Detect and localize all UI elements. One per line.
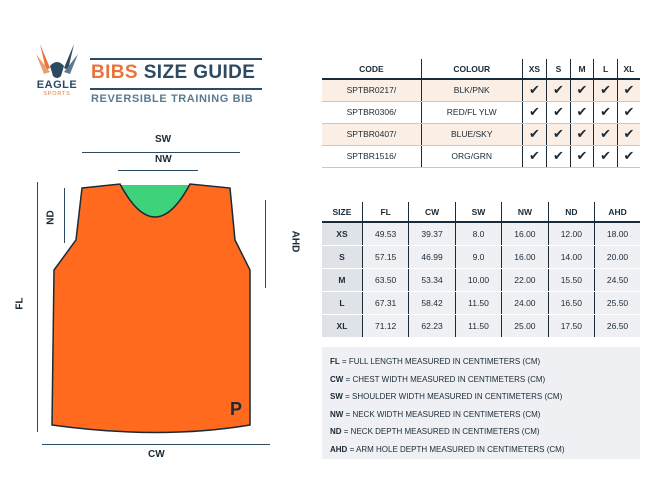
value-cell: 67.31 <box>362 291 408 314</box>
svg-text:P: P <box>230 399 243 419</box>
check-icon: ✔ <box>617 123 640 145</box>
table-row <box>322 145 640 167</box>
legend-item <box>330 388 632 406</box>
col-header: NW <box>502 202 548 222</box>
table-row <box>322 245 640 268</box>
colour-cell: ORG/GRN <box>421 145 522 167</box>
header-rule-top <box>90 58 262 60</box>
value-cell: 46.99 <box>409 245 455 268</box>
col-header: SIZE <box>322 202 362 222</box>
check-icon: ✔ <box>547 123 571 145</box>
legend-abbr: CW <box>330 374 344 384</box>
value-cell: 15.50 <box>548 268 594 291</box>
value-cell: 49.53 <box>362 222 408 245</box>
value-cell: 12.00 <box>548 222 594 245</box>
size-measurement-table <box>322 202 640 338</box>
value-cell: 39.37 <box>409 222 455 245</box>
dim-label-nd: ND <box>45 210 57 225</box>
col-header: CW <box>409 202 455 222</box>
value-cell: 25.00 <box>502 314 548 337</box>
table-row <box>322 314 640 337</box>
check-icon: ✔ <box>570 123 594 145</box>
table-row <box>322 222 640 245</box>
title-part-a: BIBS <box>91 62 138 83</box>
value-cell: 9.0 <box>455 245 501 268</box>
dim-label-nw: NW <box>155 154 172 165</box>
legend-abbr: ND <box>330 427 342 436</box>
legend-abbr: AHD <box>330 444 348 454</box>
value-cell: 16.00 <box>502 222 548 245</box>
col-header: S <box>547 59 571 79</box>
dim-arrow-cw <box>42 444 270 445</box>
value-cell: 16.50 <box>548 291 594 314</box>
page-subtitle: REVERSIBLE TRAINING BIB <box>91 93 254 105</box>
value-cell: 58.42 <box>409 291 455 314</box>
legend-abbr: SW <box>330 392 343 401</box>
page-title <box>91 62 255 84</box>
dim-label-ahd: AHD <box>289 230 301 253</box>
value-cell: 63.50 <box>362 268 408 291</box>
col-header: SW <box>455 202 501 222</box>
value-cell: 24.50 <box>595 268 640 291</box>
size-cell: XS <box>322 222 362 245</box>
col-header: CODE <box>322 59 421 79</box>
col-header: XL <box>617 59 640 79</box>
brand-name: EAGLE <box>36 79 78 91</box>
code-cell: SPTBR1516/ <box>322 145 421 167</box>
value-cell: 62.23 <box>409 314 455 337</box>
legend-item <box>330 371 632 389</box>
dim-arrow-fl <box>37 182 38 432</box>
check-icon: ✔ <box>594 101 618 123</box>
colour-cell: BLK/PNK <box>421 79 522 101</box>
size-cell: M <box>322 268 362 291</box>
legend-item <box>330 406 632 424</box>
value-cell: 11.50 <box>455 291 501 314</box>
value-cell: 24.00 <box>502 291 548 314</box>
value-cell: 26.50 <box>595 314 640 337</box>
colour-cell: RED/FL YLW <box>421 101 522 123</box>
legend-item <box>330 423 632 441</box>
value-cell: 10.00 <box>455 268 501 291</box>
legend-text: = ARM HOLE DEPTH MEASURED IN CENTIMETERS (CM) <box>347 444 565 454</box>
header-rule-mid <box>90 88 262 90</box>
check-icon: ✔ <box>617 101 640 123</box>
check-icon: ✔ <box>547 145 571 167</box>
legend-text: = CHEST WIDTH MEASURED IN CENTIMETERS (CM) <box>343 374 546 384</box>
value-cell: 20.00 <box>595 245 640 268</box>
dim-arrow-sw <box>82 152 240 153</box>
value-cell: 25.50 <box>595 291 640 314</box>
legend-item <box>330 441 632 459</box>
bib-illustration <box>40 160 270 440</box>
size-cell: S <box>322 245 362 268</box>
check-icon: ✔ <box>547 79 571 101</box>
legend-text: = FULL LENGTH MEASURED IN CENTIMETERS (CM) <box>339 357 541 366</box>
table-row <box>322 291 640 314</box>
check-icon: ✔ <box>570 79 594 101</box>
dim-label-sw: SW <box>155 134 172 145</box>
check-icon: ✔ <box>594 145 618 167</box>
legend-abbr: NW <box>330 409 344 419</box>
value-cell: 22.00 <box>502 268 548 291</box>
col-header: L <box>594 59 618 79</box>
table-row <box>322 101 640 123</box>
legend-text: = NECK WIDTH MEASURED IN CENTIMETERS (CM) <box>343 409 541 419</box>
col-header: FL <box>362 202 408 222</box>
value-cell: 14.00 <box>548 245 594 268</box>
value-cell: 8.0 <box>455 222 501 245</box>
size-cell: L <box>322 291 362 314</box>
check-icon: ✔ <box>617 145 640 167</box>
value-cell: 11.50 <box>455 314 501 337</box>
code-cell: SPTBR0407/ <box>322 123 421 145</box>
code-cell: SPTBR0217/ <box>322 79 421 101</box>
check-icon: ✔ <box>522 79 546 101</box>
value-cell: 16.00 <box>502 245 548 268</box>
col-header: XS <box>522 59 546 79</box>
table-row <box>322 268 640 291</box>
check-icon: ✔ <box>570 145 594 167</box>
check-icon: ✔ <box>522 145 546 167</box>
legend-text: = SHOULDER WIDTH MEASURED IN CENTIMETERS (CM) <box>342 392 563 401</box>
code-cell: SPTBR0306/ <box>322 101 421 123</box>
colour-availability-table <box>322 59 640 168</box>
col-header: M <box>570 59 594 79</box>
value-cell: 53.34 <box>409 268 455 291</box>
legend-abbr: FL <box>330 357 340 366</box>
check-icon: ✔ <box>594 123 618 145</box>
legend-item <box>330 353 632 371</box>
brand-sub: SPORTS <box>43 91 71 97</box>
colour-cell: BLUE/SKY <box>421 123 522 145</box>
check-icon: ✔ <box>522 123 546 145</box>
value-cell: 71.12 <box>362 314 408 337</box>
value-cell: 57.15 <box>362 245 408 268</box>
check-icon: ✔ <box>570 101 594 123</box>
value-cell: 17.50 <box>548 314 594 337</box>
check-icon: ✔ <box>547 101 571 123</box>
measurement-legend <box>322 347 640 459</box>
table-row <box>322 79 640 101</box>
dim-label-fl: FL <box>14 297 26 310</box>
col-header: COLOUR <box>421 59 522 79</box>
check-icon: ✔ <box>594 79 618 101</box>
col-header: ND <box>548 202 594 222</box>
table-header-row <box>322 59 640 79</box>
size-cell: XL <box>322 314 362 337</box>
table-header-row <box>322 202 640 222</box>
legend-text: = NECK DEPTH MEASURED IN CENTIMETERS (CM) <box>341 427 540 436</box>
check-icon: ✔ <box>617 79 640 101</box>
col-header: AHD <box>595 202 640 222</box>
table-row <box>322 123 640 145</box>
title-part-b: SIZE GUIDE <box>143 62 256 83</box>
dim-label-cw: CW <box>148 449 165 460</box>
check-icon: ✔ <box>522 101 546 123</box>
value-cell: 18.00 <box>595 222 640 245</box>
